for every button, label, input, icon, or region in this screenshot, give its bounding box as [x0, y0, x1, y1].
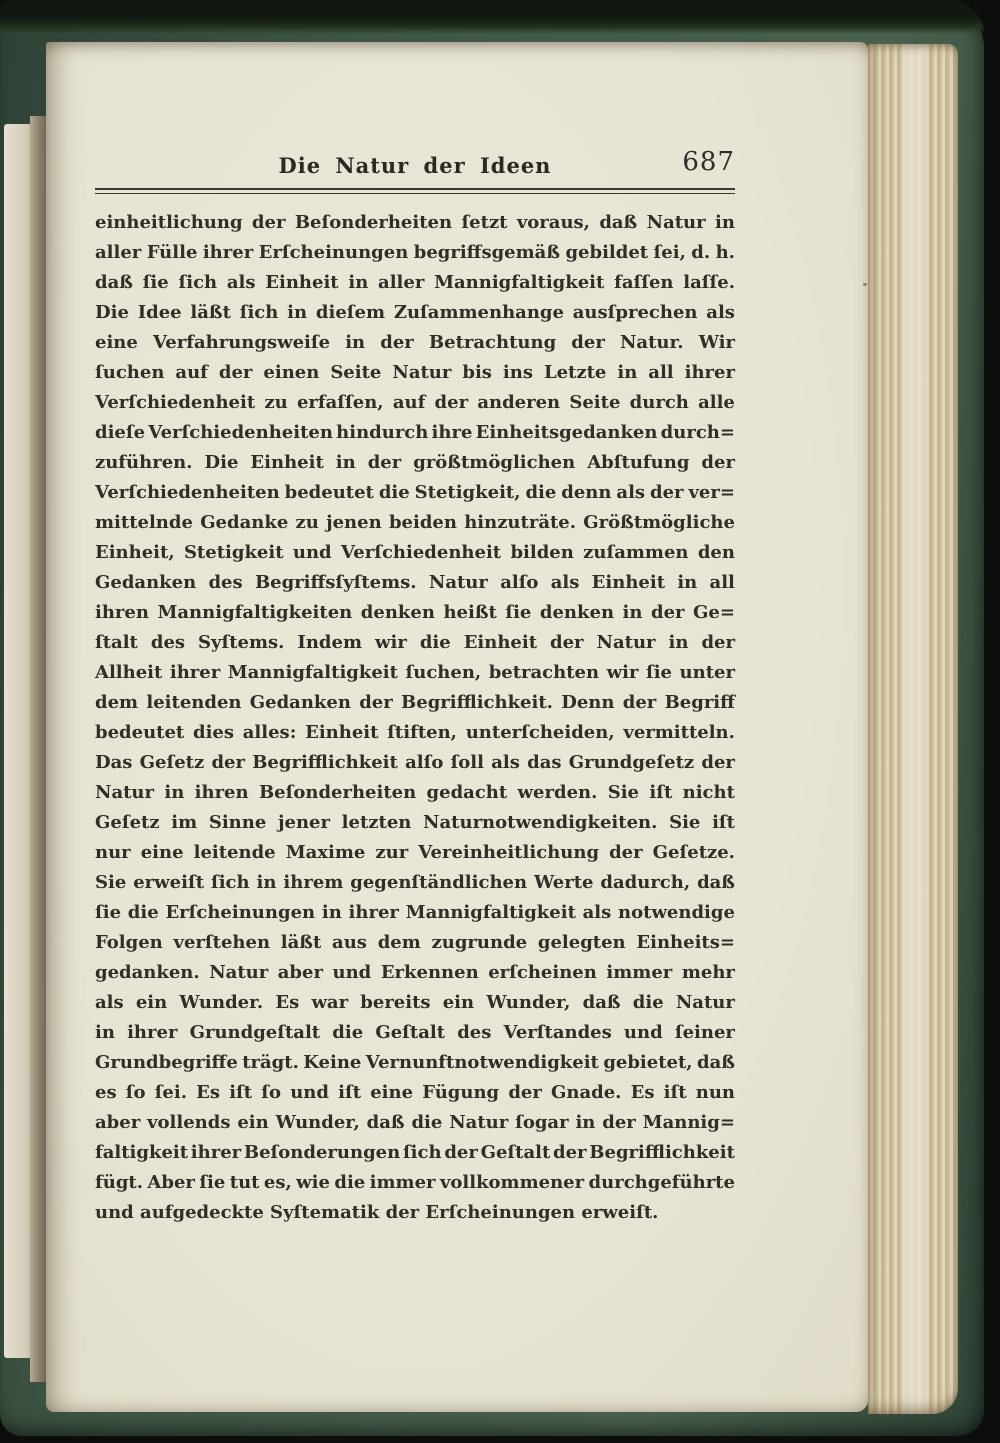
text-line: Natur in ihren Beſonderheiten gedacht werden. Sie iſt nicht: [95, 782, 735, 803]
text-line: und aufgedeckte Syſtematik der Erſcheinungen erweiſt.: [95, 1202, 659, 1223]
text-line: Sie erweiſt ſich in ihrem gegenſtändlichen Werte dadurch, daß: [95, 872, 735, 893]
text-line: aber vollends ein Wunder, daß die Natur ſogar in der Mannig=: [95, 1112, 735, 1133]
page-edges: [868, 44, 958, 1414]
text-line: ſie die Erſcheinungen in ihrer Mannigfaltigkeit als notwendige: [95, 902, 735, 923]
running-header: [95, 147, 735, 180]
text-line: Allheit ihrer Mannigfaltigkeit ſuchen, betrachten wir ſie unter: [95, 662, 735, 683]
text-line: Folgen verſtehen läßt aus dem zugrunde gelegten Einheits=: [95, 932, 735, 953]
text-line: dem leitenden Gedanken der Begrifflichkeit. Denn der Begriff: [95, 692, 735, 713]
text-line: fügt. Aber ſie tut es, wie die immer vollkommener durchgeführte: [95, 1172, 735, 1193]
text-line: ſuchen auf der einen Seite Natur bis ins Letzte in all ihrer: [95, 362, 735, 383]
page-number: 687: [682, 147, 735, 177]
text-line: dieſe Verſchiedenheiten hindurch ihre Einheitsgedanken durch=: [95, 422, 735, 443]
text-line: einheitlichung der Beſonderheiten ſetzt voraus, daß Natur in: [95, 212, 735, 233]
text-line: aller Fülle ihrer Erſcheinungen begriffsgemäß gebildet ſei, d. h.: [95, 242, 735, 263]
text-line: gedanken. Natur aber und Erkennen erſcheinen immer mehr: [95, 962, 735, 983]
text-line: daß ſie ſich als Einheit in aller Mannigfaltigkeit faſſen laſſe.: [95, 272, 735, 293]
book-page: [46, 42, 868, 1412]
text-line: als ein Wunder. Es war bereits ein Wunder, daß die Natur: [95, 992, 735, 1013]
text-line: Grundbegriffe trägt. Keine Vernunftnotwendigkeit gebietet, daß: [95, 1052, 735, 1073]
text-line: ſtalt des Syſtems. Indem wir die Einheit der Natur in der: [95, 632, 735, 653]
text-line: Verſchiedenheiten bedeutet die Stetigkeit, die denn als der ver=: [95, 482, 735, 503]
text-line: nur eine leitende Maxime zur Vereinheitlichung der Geſetze.: [95, 842, 735, 863]
running-header-title: Die Natur der Ideen: [278, 153, 552, 178]
text-line: mittelnde Gedanke zu jenen beiden hinzuträte. Größtmögliche: [95, 512, 735, 533]
text-line: Geſetz im Sinne jener letzten Naturnotwendigkeiten. Sie iſt: [95, 812, 735, 833]
text-line: Das Geſetz der Begrifflichkeit alſo ſoll als das Grundgeſetz der: [95, 752, 735, 773]
text-line: ihren Mannigfaltigkeiten denken heißt ſie denken in der Ge=: [95, 602, 735, 623]
text-line: bedeutet dies alles: Einheit ſtiften, unterſcheiden, vermitteln.: [95, 722, 735, 743]
text-line: faltigkeit ihrer Beſonderungen ſich der Geſtalt der Begrifflichkeit: [95, 1142, 735, 1163]
text-line: Verſchiedenheit zu erfaſſen, auf der anderen Seite durch alle: [95, 392, 735, 413]
text-line: Gedanken des Begriffsſyſtems. Natur alſo als Einheit in all: [95, 572, 735, 593]
text-line: eine Verfahrungsweiſe in der Betrachtung der Natur. Wir: [95, 332, 735, 353]
text-line: in ihrer Grundgeſtalt die Geſtalt des Verſtandes und ſeiner: [95, 1022, 735, 1043]
facing-page-edge: [4, 124, 32, 1358]
header-rule: [95, 188, 735, 194]
scan-speck: [863, 283, 867, 286]
text-line: Die Idee läßt ſich in dieſem Zuſammenhange ausſprechen als: [95, 302, 735, 323]
page-content: [95, 42, 735, 1228]
page-text: [95, 208, 735, 1228]
text-line: zuführen. Die Einheit in der größtmöglichen Abſtufung der: [95, 452, 735, 473]
text-line: Einheit, Stetigkeit und Verſchiedenheit bilden zuſammen den: [95, 542, 735, 563]
text-line: es ſo ſei. Es iſt ſo und iſt eine Fügung der Gnade. Es iſt nun: [95, 1082, 735, 1103]
